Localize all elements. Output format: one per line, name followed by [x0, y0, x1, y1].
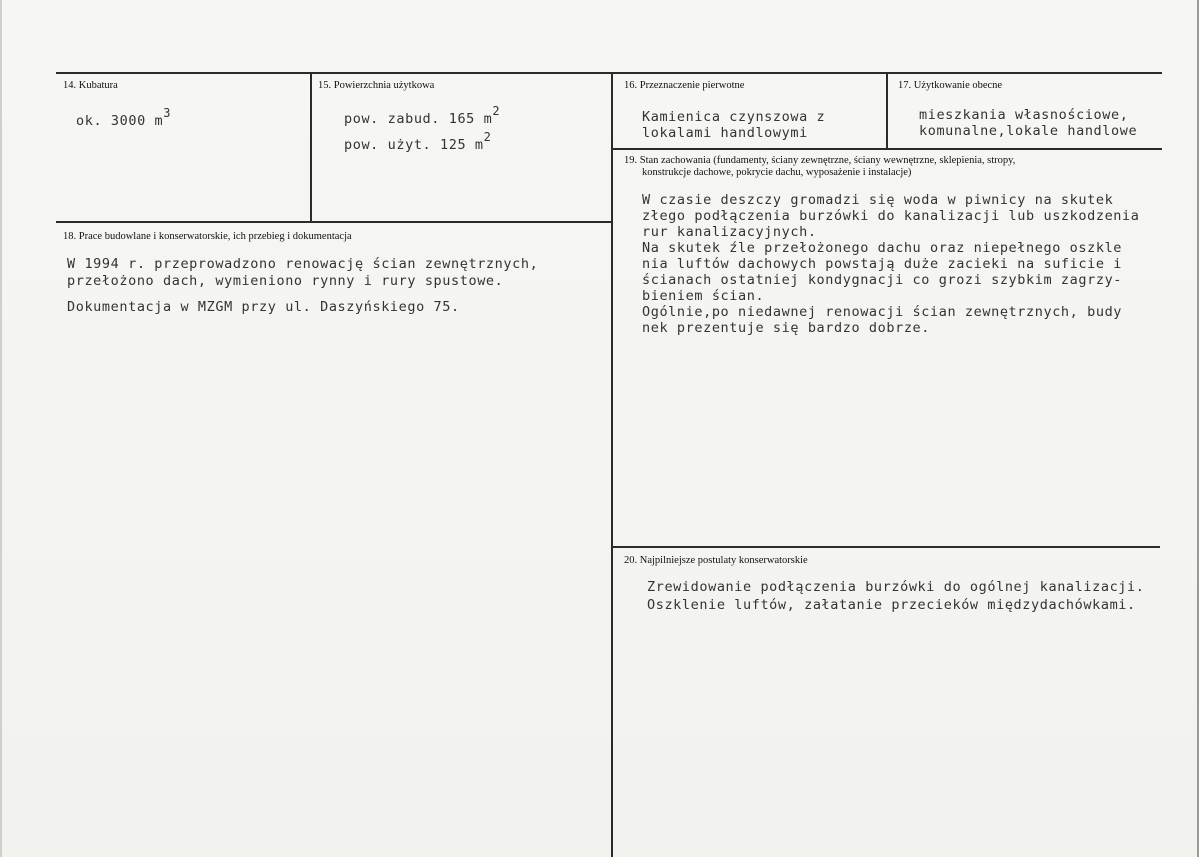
- grid-line-v3: [886, 72, 888, 149]
- field-19-label-line2: konstrukcje dachowe, pokrycie dachu, wyposażenie i instalacje): [642, 167, 912, 178]
- field-19-line4: Na skutek źle przełożonego dachu oraz niepełnego oszkle: [642, 240, 1123, 256]
- field-19-line6: ścianach ostatniej kondygnacji co grozi szybkim zagrzy-: [642, 272, 1123, 288]
- field-16-line1: Kamienica czynszowa z: [642, 109, 826, 125]
- grid-line-row2-right: [611, 148, 1162, 150]
- field-14-value: [76, 105, 172, 130]
- field-19-line1: W czasie deszczy gromadzi się woda w piwnicy na skutek: [642, 193, 1114, 208]
- field-20-label: 20. Najpilniejsze postulaty konserwatorskie: [624, 555, 808, 566]
- field-19-line3: rur kanalizacyjnych.: [642, 224, 817, 240]
- field-20-body: [647, 580, 1199, 620]
- field-15-line1: [344, 103, 501, 128]
- field-18-line1: W 1994 r. przeprowadzono renowację ścian zewnętrznych,: [67, 256, 539, 272]
- field-15-line2-sup: 2: [483, 129, 492, 144]
- field-16-line2: lokalami handlowymi: [642, 125, 808, 141]
- field-18-label: 18. Prace budowlane i konserwatorskie, ich przebieg i dokumentacja: [63, 231, 352, 242]
- field-19-line8: Ogólnie,po niedawnej renowacji ścian zewnętrznych, budy: [642, 304, 1123, 320]
- field-15-line1-sup: 2: [492, 103, 501, 118]
- field-15-label: 15. Powierzchnia użytkowa: [318, 80, 435, 91]
- field-20-line2: Oszklenie luftów, załatanie przecieków międzydachówkami.: [647, 597, 1136, 613]
- field-18-line2: przełożono dach, wymieniono rynny i rury spustowe.: [67, 273, 504, 289]
- grid-line-row3-right: [611, 546, 1160, 548]
- field-14-label: 14. Kubatura: [63, 80, 118, 91]
- field-19-line9: nek prezentuje się bardzo dobrze.: [642, 320, 931, 336]
- field-19-line2: złego podłączenia burzówki do kanalizacji lub uszkodzenia: [642, 208, 1140, 224]
- field-19-label-line1: 19. Stan zachowania (fundamenty, ściany zewnętrzne, ściany wewnętrzne, sklepienia, stropy,: [624, 155, 1016, 166]
- field-15-line2: [344, 129, 492, 154]
- field-15-line2-text: pow. użyt. 125 m: [344, 137, 484, 153]
- field-20-line1: Zrewidowanie podłączenia burzówki do ogólnej kanalizacji.: [647, 580, 1145, 595]
- field-17-line1: mieszkania własnościowe,: [919, 107, 1129, 123]
- grid-line-v1: [310, 72, 312, 223]
- field-16-label: 16. Przeznaczenie pierwotne: [624, 80, 745, 91]
- grid-line-row2-left: [56, 221, 613, 223]
- field-14-unit-sup: 3: [163, 105, 172, 120]
- field-19-body: [642, 193, 1199, 353]
- field-17-label: 17. Użytkowanie obecne: [898, 80, 1003, 91]
- field-17-line2: komunalne,lokale handlowe: [919, 123, 1138, 139]
- field-19-line7: bieniem ścian.: [642, 288, 765, 304]
- grid-line-top: [56, 72, 1162, 74]
- grid-line-v2: [611, 72, 613, 857]
- field-14-text: ok. 3000 m: [76, 113, 164, 129]
- field-18-line3: Dokumentacja w MZGM przy ul. Daszyńskiego 75.: [67, 299, 460, 315]
- field-15-line1-text: pow. zabud. 165 m: [344, 111, 493, 127]
- field-19-line5: nia luftów dachowych powstają duże zacieki na suficie i: [642, 256, 1123, 272]
